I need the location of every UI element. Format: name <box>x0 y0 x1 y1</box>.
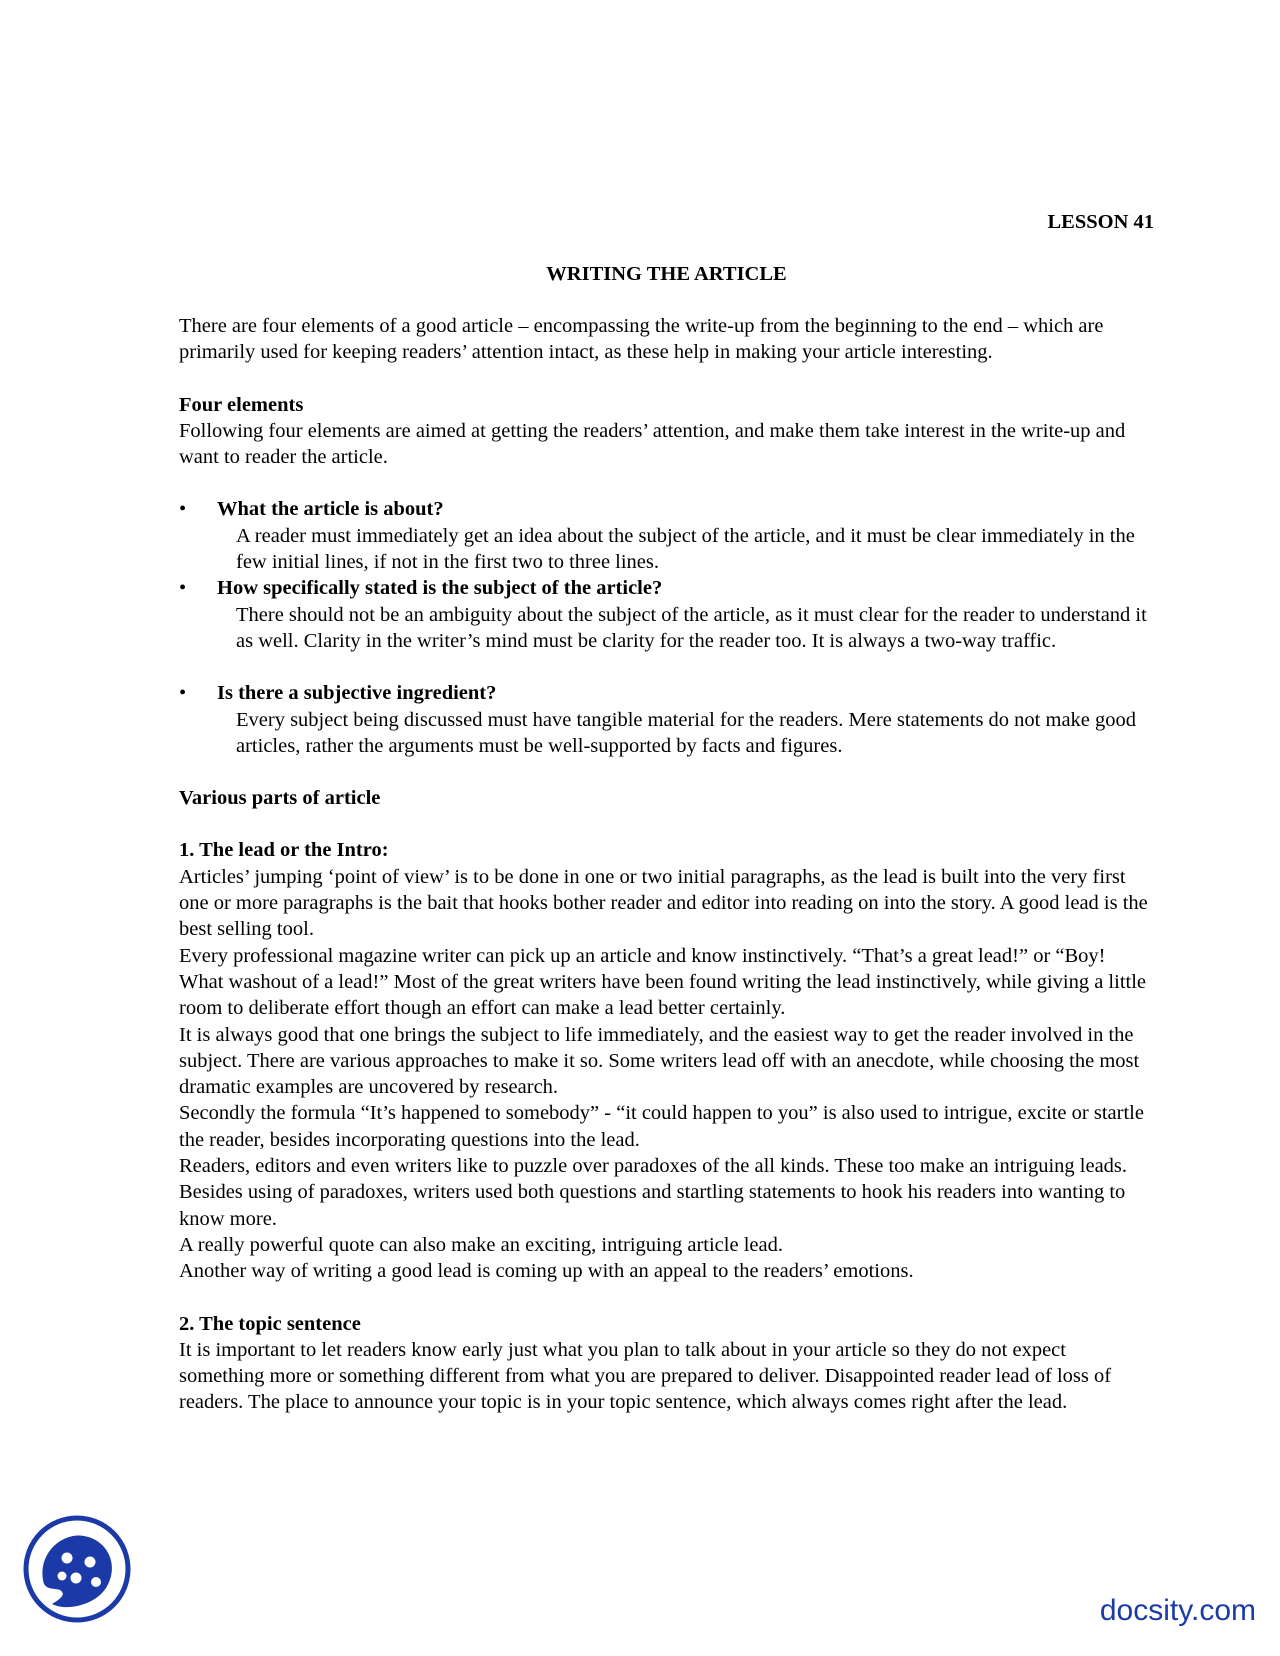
lead-paragraph: Articles’ jumping ‘point of view’ is to be done in one or two initial paragraphs, as the lead is built into the very first one or more paragraphs is the bait that hooks bother reader and editor into reading on into the story. A good lead is the best selling tool. <box>179 865 1148 941</box>
list-item-title: What the article is about? <box>217 498 444 521</box>
lesson-number: LESSON 41 <box>1047 211 1154 233</box>
list-item <box>179 680 1154 759</box>
bullet-icon: • <box>179 498 187 521</box>
list-item-text: Every subject being discussed must have tangible material for the readers. Mere statements do not make good articles, rather the arguments must be well-supported by facts and figures. <box>236 708 1137 757</box>
lead-paragraph: A really powerful quote can also make an exciting, intriguing article lead. <box>179 1233 783 1256</box>
bullet-icon: • <box>179 577 187 600</box>
list-item-text: There should not be an ambiguity about the subject of the article, as it must clear for the reader to understand it as well. Clarity in the writer’s mind must be clarity for the reader too. It is always a two-way traffic. <box>236 603 1147 652</box>
lead-paragraph: Another way of writing a good lead is coming up with an appeal to the readers’ emotions. <box>179 1260 914 1283</box>
list-item-title: How specifically stated is the subject of the article? <box>217 577 663 600</box>
lead-paragraph: Every professional magazine writer can pick up an article and know instinctively. “That’s a great lead!” or “Boy! What washout of a lead!” Most of the great writers have been found writing the lead instinctively, while giving a little room to deliberate effort though an effort can make a lead better certainly. <box>179 944 1147 1020</box>
docsity-brand[interactable]: docsity.com <box>1099 1594 1256 1627</box>
lead-paragraph: Readers, editors and even writers like to puzzle over paradoxes of the all kinds. These too make an intriguing leads. Besides using of paradoxes, writers used both questions and startling statements to hook his readers into wanting to know more. <box>179 1155 1128 1230</box>
lead-paragraph: Secondly the formula “It’s happened to somebody” - “it could happen to you” is also used to intrigue, excite or startle the reader, besides incorporating questions into the lead. <box>179 1102 1144 1151</box>
list-item-text: A reader must immediately get an idea about the subject of the article, and it must be clear immediately in the few initial lines, if not in the first two to three lines. <box>236 524 1135 574</box>
list-item-title: Is there a subjective ingredient? <box>217 682 497 705</box>
parts-heading: Various parts of article <box>179 787 381 810</box>
document-title: WRITING THE ARTICLE <box>546 263 787 285</box>
list-item <box>179 575 1154 654</box>
lead-heading: 1. The lead or the Intro: <box>179 839 389 862</box>
document-body <box>179 313 1154 1416</box>
intro-paragraph: There are four elements of a good article – encompassing the write-up from the beginning to the end – which are primarily used for keeping readers’ attention intact, as these help in making your article interesting. <box>179 315 1104 364</box>
bullet-icon: • <box>179 682 187 705</box>
topic-heading: 2. The topic sentence <box>179 1312 361 1335</box>
list-item <box>179 496 1154 575</box>
four-elements-text: Following four elements are aimed at getting the readers’ attention, and make them take interest in the write-up and want to reader the article. <box>179 419 1126 469</box>
lead-paragraph: It is always good that one brings the subject to life immediately, and the easiest way to get the reader involved in the subject. There are various approaches to make it so. Some writers lead off with an anecdote, while choosing the most dramatic examples are uncovered by research. <box>179 1023 1140 1099</box>
topic-paragraph: It is important to let readers know early just what you plan to talk about in your article so they do not expect something more or something different from what you are prepared to deliver. Disappointed reader lead of loss of readers. The place to announce your topic is in your topic sentence, which always comes right after the lead. <box>179 1338 1112 1414</box>
docsity-logo-icon <box>22 1514 132 1624</box>
four-elements-heading: Four elements <box>179 393 304 416</box>
